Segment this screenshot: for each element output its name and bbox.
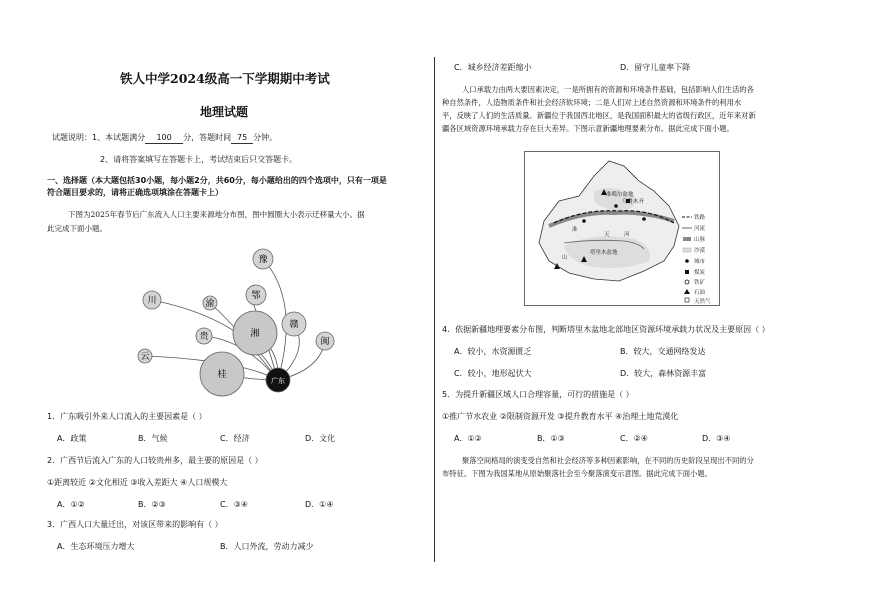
score-value: 100 [145, 133, 183, 144]
bubble-label-jiangxi: 赣 [289, 320, 299, 330]
q5-option-a: A．①② [454, 434, 482, 443]
q1-option-c: C．经济 [220, 434, 250, 443]
q1-option-d: D．文化 [305, 434, 336, 443]
map-label-zhun: 准 [572, 227, 578, 233]
q2-option-c: C．③④ [220, 500, 248, 509]
q5-option-b: B．①③ [537, 434, 565, 443]
legend-coal: 煤炭 [694, 270, 706, 276]
time-value: 75 [231, 133, 253, 144]
q1-stem: 1．广东吸引外来人口流入的主要因素是（ ） [47, 412, 207, 421]
migration-bubble-diagram [130, 240, 350, 400]
legend-desert-icon [683, 248, 691, 252]
intro3-line-1: 聚落空间格局的演变受自然和社会经济等多种因素影响，在不同的历史阶段呈现出不同的分 [462, 456, 754, 465]
q3-option-d: D．留守儿童率下降 [620, 63, 691, 72]
legend-city: 城市 [694, 259, 706, 265]
city-marker [614, 204, 618, 208]
bubble-label-guangdong: 广东 [271, 377, 285, 385]
q5-items: ①推广节水农业 ②限制资源开发 ③提升教育水平 ④治理土地荒漠化 [442, 412, 679, 421]
intro1-line-1: 下图为2025年春节后广东流入人口主要来源地分布图，图中圆圈大小表示迁移量大小。据 [68, 210, 365, 219]
legend-mountain: 山脉 [694, 237, 706, 243]
q4-option-c: C．较小，地形起伏大 [454, 369, 532, 378]
map-label-junggar: 准噶尔盆地 [606, 192, 634, 198]
legend-railway: 铁路 [694, 215, 706, 221]
legend-city-icon [685, 259, 689, 263]
q2-option-a: A．①② [57, 500, 85, 509]
legend-mountain-icon [683, 237, 691, 241]
bubble-label-fujian: 闽 [320, 337, 330, 347]
map-label-tarim: 塔里木盆地 [590, 250, 618, 256]
q4-option-a: A．较小，水资源匮乏 [454, 347, 532, 356]
instruction-text-b: 分，答题时间 [183, 133, 232, 142]
intro1-line-2: 此完成下面小题。 [47, 224, 107, 233]
q3-option-a: A．生态环境压力增大 [57, 542, 135, 551]
instruction-text-c: 分钟。 [253, 133, 278, 142]
bubble-label-henan: 豫 [258, 255, 268, 265]
intro2-line-3: 平，反映了人们的生活质量。新疆位于我国西北地区，是我国面积最大的省级行政区，近年来对新 [442, 111, 756, 120]
xinjiang-map [524, 151, 720, 306]
section-heading-line-1: 一、选择题（本大题包括30小题，每小题2分，共60分，每小题给出的四个选项中，只有一项是 [47, 176, 387, 185]
q3-stem: 3．广西人口大量迁出，对该区带来的影响有（ ） [47, 520, 223, 529]
exam-title: 铁人中学2024级高一下学期期中考试 [120, 71, 330, 86]
legend-gas: 天然气 [694, 299, 711, 305]
intro2-line-4: 疆各区域资源环境承载力存在巨大差异。下图示意新疆地理要素分布。据此完成下面小题。 [442, 124, 734, 133]
q2-option-b: B．②③ [138, 500, 166, 509]
bubble-label-yunnan: 云 [140, 352, 150, 362]
q5-stem: 5．为提升新疆区域人口合理容量，可行的措施是（ ） [442, 390, 634, 399]
bubble-label-guizhou: 贵 [199, 332, 209, 342]
q5-option-d: D．③④ [702, 434, 731, 443]
bubble-label-hubei: 鄂 [251, 291, 261, 301]
q4-option-b: B．较大，交通网络发达 [620, 347, 706, 356]
q2-option-d: D．①④ [305, 500, 334, 509]
q1-option-a: A．政策 [57, 434, 87, 443]
map-label-he: 河 [624, 232, 630, 238]
bubble-label-guangxi: 桂 [217, 370, 227, 380]
q3-option-c: C．城乡经济差距缩小 [454, 63, 532, 72]
q2-items: ①距离较近 ②文化相近 ③收入差距大 ④人口规模大 [47, 478, 228, 487]
q4-option-d: D．较大，森林资源丰富 [620, 369, 707, 378]
q4-stem: 4．依据新疆地理要素分布图，判断塔里木盆地北部地区资源环境承载力状况及主要原因（ ） [442, 325, 770, 334]
intro2-line-2: 种自然条件，人造物质条件和社会经济软环境；二是人们对上述自然资源和环境条件的利用水 [442, 98, 742, 107]
exam-subtitle: 地理试题 [200, 105, 249, 119]
instruction-line-2: 2、请将答案填写在答题卡上，考试结束后只交答题卡。 [100, 155, 298, 164]
map-label-tian: 天 [604, 232, 610, 238]
column-divider [434, 57, 435, 562]
legend-coal-icon [685, 270, 689, 274]
city-marker [582, 219, 586, 223]
bubble-label-chongqing: 渝 [205, 299, 215, 309]
instruction-text-a: 试题说明：1、本试题满分 [52, 133, 146, 142]
q5-option-c: C．②④ [620, 434, 648, 443]
legend-iron: 铁矿 [694, 280, 706, 286]
bubble-label-sichuan: 川 [147, 296, 157, 306]
bubble-label-hunan: 湘 [250, 329, 260, 339]
legend-desert: 沙漠 [694, 248, 706, 254]
instruction-line-1 [52, 133, 277, 144]
section-heading-line-2: 符合题目要求的，请将正确选项填涂在答题卡上） [47, 188, 223, 197]
q1-option-b: B．气候 [138, 434, 168, 443]
legend-river: 河流 [694, 226, 706, 232]
city-marker [642, 217, 646, 221]
intro3-line-2: 布特征。下图为我国某地从原始聚落社会至今聚落演变示意图。据此完成下面小题。 [442, 469, 712, 478]
q2-stem: 2．广西节后流入广东的人口较贵州多，最主要的原因是（ ） [47, 456, 263, 465]
legend-oil: 石油 [694, 290, 706, 296]
map-label-urumqi: 乌鲁木齐 [622, 199, 645, 205]
q3-option-b: B．人口外流，劳动力减少 [220, 542, 314, 551]
intro2-line-1: 人口承载力由两大要因素决定，一是所拥有的资源和环境条件基础，包括影响人们生活的各 [462, 85, 754, 94]
map-label-shan: 山 [562, 255, 568, 261]
